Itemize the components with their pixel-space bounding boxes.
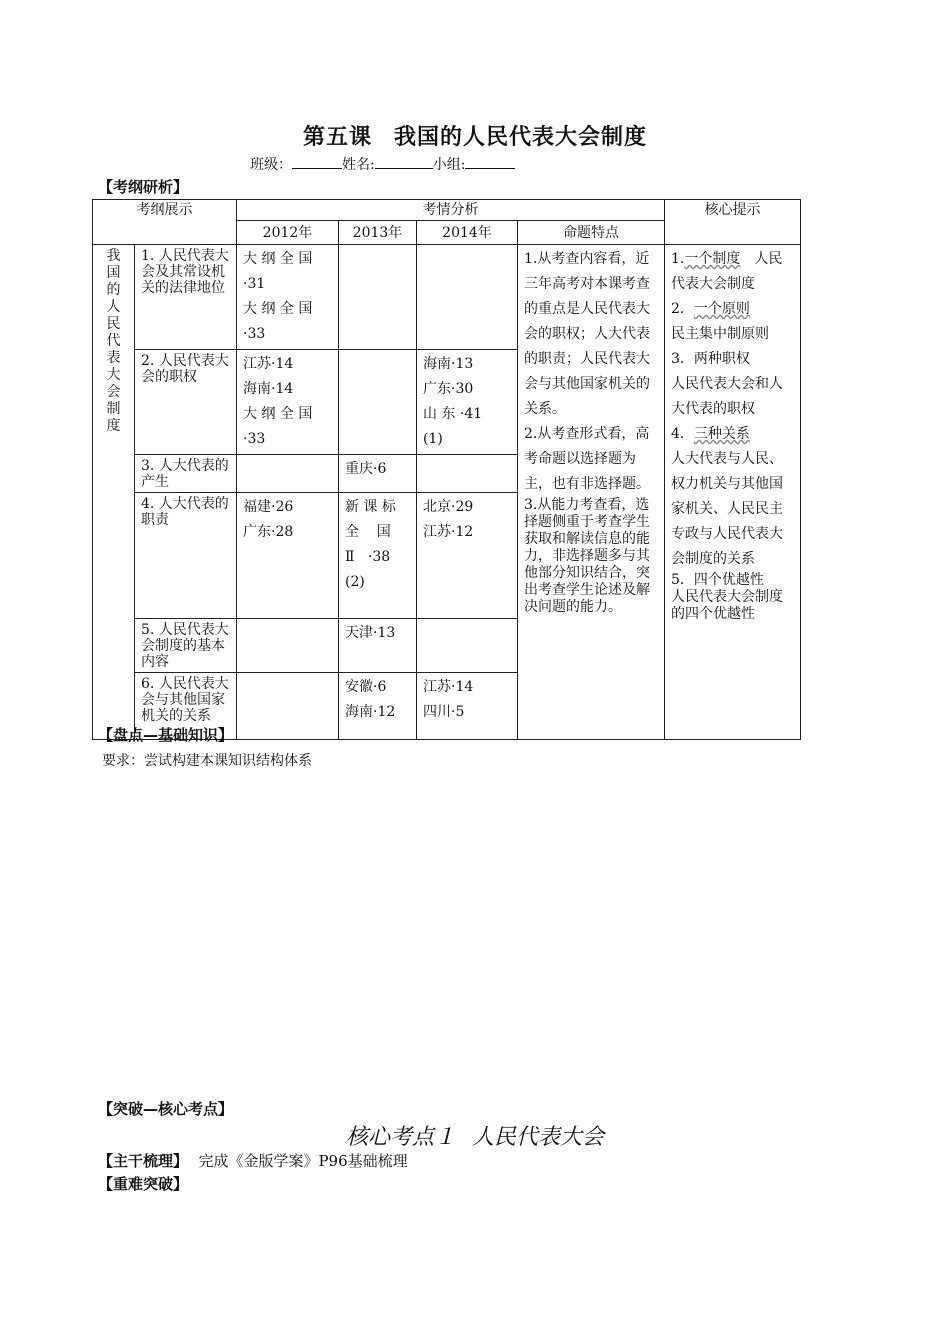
cell-2012: 大 纲 全 国 ·31 大 纲 全 国 ·33 — [237, 245, 339, 350]
cell-2013: 安徽·6 海南·12 — [339, 673, 417, 740]
section-exam-outline: 【考纲研析】 — [98, 178, 189, 196]
feature-2: 2.从考查形式看，高考命题以选择题为主，也有非选择题。 — [524, 426, 650, 492]
cell-2013: 新 课 标 全 国 Ⅱ ·38 (2) — [339, 493, 417, 619]
title-lesson: 第五课 — [302, 125, 372, 150]
group-blank[interactable] — [465, 154, 515, 169]
category-cell: 我 国 的 人 民 代 表 大 会 制 度 — [93, 245, 135, 740]
header-core: 核心提示 — [665, 200, 801, 245]
cell-2012 — [237, 455, 339, 493]
topic-cell: 3. 人大代表的产生 — [135, 455, 237, 493]
cell-2014 — [417, 619, 518, 673]
class-label: 班级： — [250, 157, 292, 173]
feature-3: 3.从能力考查看，选择题侧重于考查学生获取和解读信息的能力，非选择题多与其他部分知识结合，突出考查学生论述及解决问题的能力。 — [524, 497, 650, 615]
core-point-title: 核心考点１ 人民代表大会 — [345, 1125, 605, 1150]
topic-cell: 5. 人民代表大会制度的基本内容 — [135, 619, 237, 673]
core-hint-5: 5．四个优越性 人民代表大会制度的四个优越性 — [671, 572, 783, 622]
core-hint-2: 2．一个原则 民主集中制原则 — [671, 301, 769, 342]
topic-cell: 2. 人民代表大会的职权 — [135, 350, 237, 455]
title-topic: 我国的人民代表大会制度 — [394, 125, 648, 150]
name-label: 姓名: — [342, 157, 375, 173]
cell-2012 — [237, 673, 339, 740]
header-outline: 考纲展示 — [93, 200, 237, 245]
core-hint-3: 3．两种职权 人民代表大会和人大代表的职权 — [671, 351, 783, 417]
cell-2014: 江苏·14 四川·5 — [417, 673, 518, 740]
student-info-line — [250, 154, 515, 174]
main-outline-line: 【主干梳理】 完成《金版学案》P96基础梳理 — [98, 1152, 408, 1170]
exam-analysis-table — [92, 199, 801, 740]
requirement-text: 要求：尝试构建本课知识结构体系 — [102, 753, 312, 769]
cell-2014: 海南·13 广东·30 山 东 ·41 (1) — [417, 350, 518, 455]
cell-2012 — [237, 619, 339, 673]
core-hint-4: 4．三种关系 人大代表与人民、权力机关与其他国家机关、人民民主专政与人民代表大会制度的关系 — [671, 426, 783, 567]
cell-2012: 福建·26 广东·28 — [237, 493, 339, 619]
header-2013: 2013年 — [339, 221, 417, 245]
header-2014: 2014年 — [417, 221, 518, 245]
cell-2013: 天津·13 — [339, 619, 417, 673]
cell-2013: 重庆·6 — [339, 455, 417, 493]
cell-2013 — [339, 350, 417, 455]
section-basic-knowledge: 【盘点—基础知识】 — [98, 726, 234, 744]
cell-2014: 北京·29 江苏·12 — [417, 493, 518, 619]
cell-2013 — [339, 245, 417, 350]
header-features: 命题特点 — [518, 221, 665, 245]
header-analysis: 考情分析 — [237, 200, 665, 221]
cell-2014 — [417, 455, 518, 493]
section-difficult-points: 【重难突破】 — [98, 1175, 189, 1193]
cell-2014 — [417, 245, 518, 350]
core-hints-cell — [665, 245, 801, 740]
group-label: 小组: — [432, 157, 466, 173]
class-blank[interactable] — [292, 154, 342, 169]
topic-cell: 4. 人大代表的职责 — [135, 493, 237, 619]
section-core-points: 【突破—核心考点】 — [98, 1100, 234, 1118]
features-cell — [518, 245, 665, 740]
header-2012: 2012年 — [237, 221, 339, 245]
feature-1: 1.从考查内容看，近三年高考对本课考查的重点是人民代表大会的职权；人大代表的职责；人民代表大会与其他国家机关的关系。 — [524, 251, 650, 417]
topic-cell: 1. 人民代表大会及其常设机关的法律地位 — [135, 245, 237, 350]
topic-cell: 6. 人民代表大会与其他国家机关的关系 — [135, 673, 237, 740]
core-hint-1: 1.一个制度 人民代表大会制度 — [671, 251, 783, 292]
main-outline-text: 完成《金版学案》P96基础梳理 — [198, 1152, 408, 1170]
page-title — [0, 120, 950, 151]
cell-2012: 江苏·14 海南·14 大 纲 全 国 ·33 — [237, 350, 339, 455]
name-blank[interactable] — [375, 154, 433, 169]
